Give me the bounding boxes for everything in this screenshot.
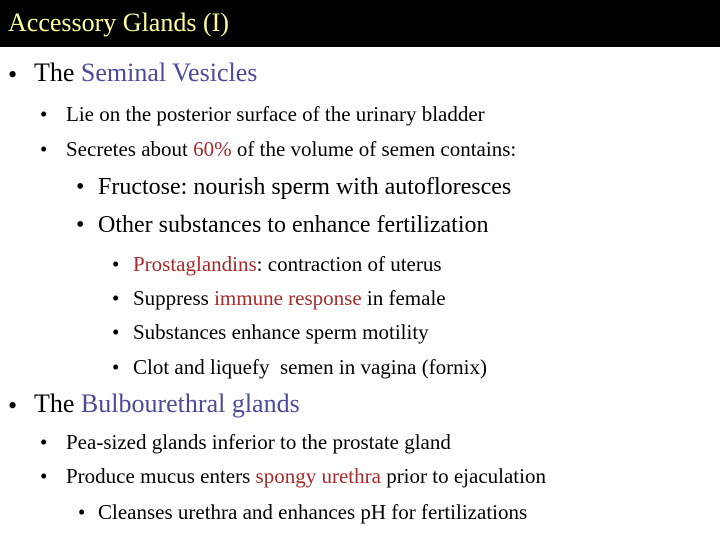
bullet-icon: • <box>8 391 18 420</box>
list-item: Other substances to enhance fertilization <box>98 212 489 238</box>
item-highlight: immune response <box>214 286 362 310</box>
section-heading-bulbourethral-glands <box>34 389 300 419</box>
item-suffix: in female <box>361 286 446 310</box>
list-item <box>133 286 446 311</box>
list-item <box>66 137 516 162</box>
list-item <box>66 464 546 489</box>
heading-highlight: Seminal Vesicles <box>80 58 258 87</box>
bullet-icon: • <box>112 252 120 276</box>
bullet-icon: • <box>40 464 48 488</box>
list-item: Substances enhance sperm motility <box>133 320 429 344</box>
list-item: Clot and liquefy semen in vagina (fornix) <box>133 355 487 379</box>
bullet-icon: • <box>40 137 48 161</box>
list-item <box>133 252 442 277</box>
item-suffix: prior to ejaculation <box>380 464 546 488</box>
item-suffix: of the volume of semen contains: <box>231 137 517 161</box>
list-item: Lie on the posterior surface of the urinary bladder <box>66 102 485 126</box>
bullet-icon: • <box>40 102 48 126</box>
item-highlight: Prostaglandins <box>133 252 257 276</box>
bullet-icon: • <box>8 60 18 89</box>
list-item: Fructose: nourish sperm with autofloresces <box>98 174 512 200</box>
item-suffix: : contraction of uterus <box>256 252 442 276</box>
list-item: Cleanses urethra and enhances pH for fertilizations <box>98 500 528 524</box>
heading-prefix: The <box>34 58 81 87</box>
list-item: Pea-sized glands inferior to the prostate gland <box>66 430 451 454</box>
item-highlight: spongy urethra <box>255 464 381 488</box>
bullet-icon: • <box>40 430 48 454</box>
item-prefix: Produce mucus enters <box>66 464 256 488</box>
bullet-icon: • <box>76 174 85 200</box>
title-bar <box>0 0 720 47</box>
item-prefix: Suppress <box>133 286 215 310</box>
item-highlight: 60% <box>193 137 232 161</box>
bullet-icon: • <box>78 500 86 524</box>
bullet-icon: • <box>112 355 120 379</box>
section-heading-seminal-vesicles <box>34 58 257 88</box>
slide-title: Accessory Glands (I) <box>8 8 229 37</box>
bullet-icon: • <box>76 212 85 238</box>
heading-prefix: The <box>34 389 81 418</box>
heading-highlight: Bulbourethral glands <box>80 389 300 418</box>
item-prefix: Secretes about <box>66 137 194 161</box>
bullet-icon: • <box>112 286 120 310</box>
bullet-icon: • <box>112 320 120 344</box>
